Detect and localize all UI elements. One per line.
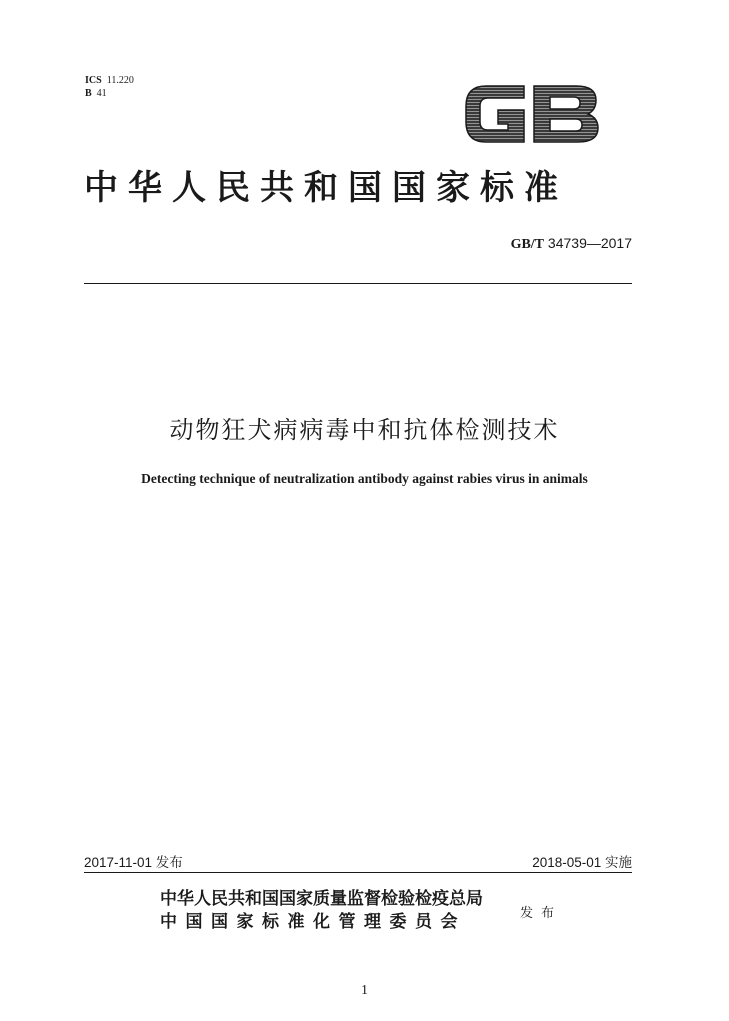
title-english: Detecting technique of neutralization antibody against rabies virus in animals bbox=[141, 471, 588, 486]
issuer-block bbox=[160, 888, 483, 934]
gb-logo bbox=[462, 80, 602, 148]
issuer-aqsiq: 中华人民共和国国家质量监督检验检疫总局 bbox=[160, 889, 483, 909]
ccs-row bbox=[85, 87, 134, 100]
classification-codes bbox=[85, 74, 134, 100]
standard-number bbox=[511, 235, 632, 253]
ics-row bbox=[85, 74, 134, 87]
ccs-label: B bbox=[85, 88, 92, 99]
issue-word: 发布 bbox=[520, 906, 563, 921]
gb-logo-g-letter bbox=[466, 86, 524, 142]
ccs-value: 41 bbox=[96, 88, 107, 99]
ics-value: 11.220 bbox=[106, 75, 134, 86]
implementation-date: 2018-05-01 实施 bbox=[532, 855, 632, 870]
ics-label: ICS bbox=[85, 75, 102, 86]
standard-number-value: 34739—2017 bbox=[547, 235, 632, 251]
national-standard-title: 中华人民共和国国家标准 bbox=[84, 168, 568, 208]
gb-logo-b-letter bbox=[534, 86, 598, 142]
top-divider bbox=[84, 283, 632, 284]
issuer-sac: 中国国家标准化管理委员会 bbox=[160, 912, 466, 932]
bottom-divider bbox=[84, 872, 632, 873]
page-number: 1 bbox=[361, 983, 368, 998]
title-chinese: 动物狂犬病病毒中和抗体检测技术 bbox=[169, 416, 560, 444]
standard-code: GB/T bbox=[510, 237, 545, 252]
issue-date: 2017-11-01 发布 bbox=[84, 855, 183, 870]
